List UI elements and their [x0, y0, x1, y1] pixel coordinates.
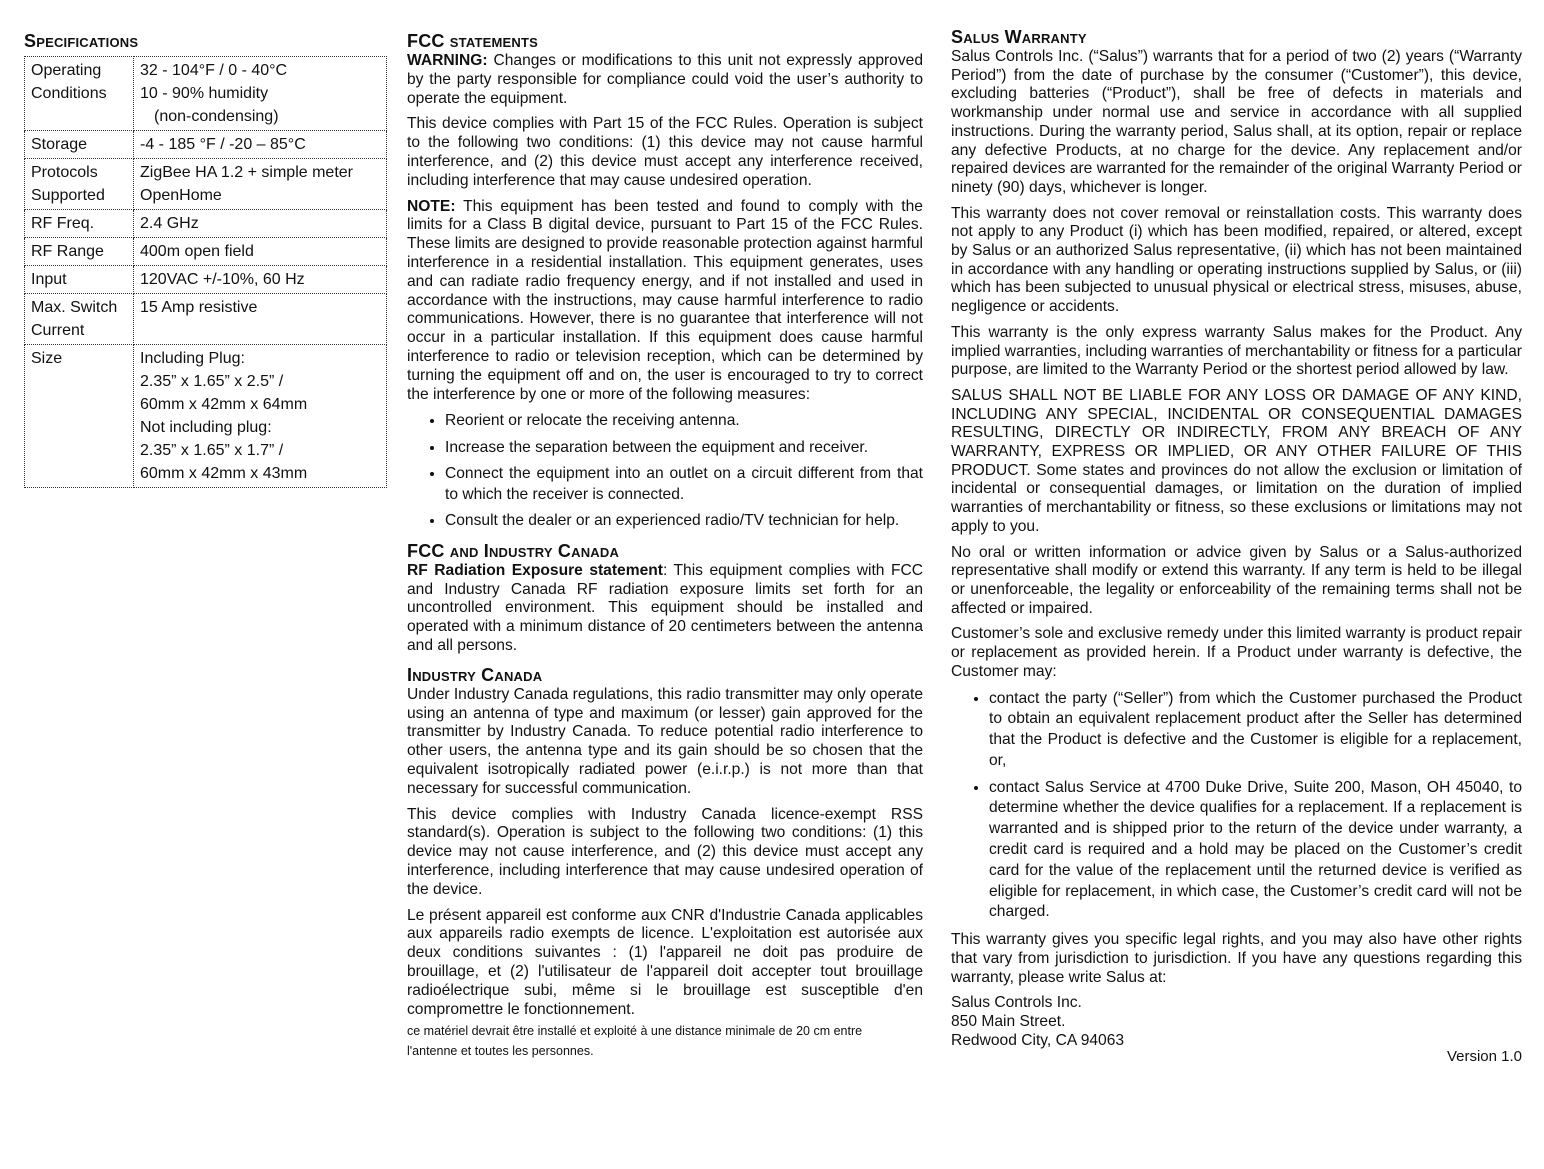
- spec-line: 10 - 90% humidity: [140, 85, 269, 102]
- spec-line: 2.4 GHz: [140, 215, 199, 232]
- fcc-title: FCC statements: [407, 31, 538, 51]
- spec-label: Input: [25, 266, 134, 294]
- spec-row-storage: [25, 131, 387, 159]
- rf-label: RF Radiation Exposure statement: [407, 561, 663, 579]
- fcc-measures-list: [407, 411, 923, 532]
- address-line: Salus Controls Inc.: [951, 994, 1082, 1012]
- warranty-p1: Salus Controls Inc. (“Salus”) warrants that for a period of two (2) years (“Warranty Period”) from the date of purchase by the consumer (“Customer”), this device, excluding batteries (“Product”), shall be free of defects in materials and workmanship under normal use and service in accordance with all supplied instructions. During the warranty period, Salus shall, at its option, repair or replace any defective Products, at no charge for the device. Any replacement and/or repaired devices are warranted for the remainder of the original Warranty Period or ninety (90) days, whichever is longer.: [951, 48, 1522, 196]
- spec-value: [134, 238, 387, 266]
- rf-exposure-statement: [407, 562, 923, 656]
- spec-line: Not including plug:: [140, 419, 272, 436]
- list-item: • contact the party (“Seller”) from which the Customer purchased the Product to obtain an equivalent replacement product after the Seller has determined that the Product is defective and the Customer is eligible for a replacement, or,: [989, 689, 1522, 772]
- spec-line: 2.35” x 1.65” x 2.5” /: [140, 373, 284, 390]
- ic-p2: This device complies with Industry Canada licence-exempt RSS standard(s). Operation is subject to the following two conditions: (1) this device may not cause interference, and (2) this device must accept any interference, including interference that may cause undesired operation of the device.: [407, 805, 923, 898]
- specifications-title: Specifications: [24, 31, 139, 51]
- spec-line: 2.35” x 1.65” x 1.7” /: [140, 442, 284, 459]
- warranty-p2: This warranty does not cover removal or reinstallation costs. This warranty does not apply to any Product (i) which has been modified, repaired, or altered, except by Salus or an authorized Salus representative, (ii) which has not been maintained in accordance with any handling or operating instructions supplied by Salus, or (iii) which has been subjected to unusual physical or electrical stress, misuses, abuse, negligence or accidents.: [951, 204, 1522, 316]
- spec-label: Storage: [25, 131, 134, 159]
- spec-line: 60mm x 42mm x 43mm: [140, 465, 308, 482]
- spec-line: ZigBee HA 1.2 + simple meter: [140, 164, 353, 181]
- spec-value: [134, 131, 387, 159]
- specifications-table: [24, 56, 387, 488]
- list-item: • Consult the dealer or an experienced radio/TV technician for help.: [445, 511, 923, 532]
- spec-label: Max. Switch Current: [25, 294, 134, 345]
- warranty-address: [951, 994, 1522, 1050]
- warranty-p3: This warranty is the only express warranty Salus makes for the Product. Any implied warranties, including warranties of merchantability or fitness for a particular purpose, are limited to the Warranty Period or the shortest period allowed by law.: [951, 323, 1522, 379]
- spec-row-operating: [25, 57, 387, 131]
- list-item: • Reorient or relocate the receiving antenna.: [445, 411, 923, 432]
- spec-value: [134, 210, 387, 238]
- spec-value: [134, 159, 387, 210]
- spec-value: [134, 345, 387, 488]
- warranty-title: Salus Warranty: [951, 27, 1087, 47]
- spec-row-max-current: [25, 294, 387, 345]
- warranty-p5: No oral or written information or advice given by Salus or a Salus-authorized representative shall modify or extend this warranty. If any term is held to be illegal or unenforceable, the legality or enforceability of the remaining terms shall not be affected or impaired.: [951, 543, 1522, 617]
- ic-title: Industry Canada: [407, 664, 543, 685]
- warning-label: WARNING:: [407, 52, 488, 69]
- spec-value: [134, 57, 387, 131]
- spec-line: 15 Amp resistive: [140, 299, 258, 316]
- ic-small-1: ce matériel devrait être installé et exploité à une distance minimale de 20 cm entre: [407, 1024, 863, 1039]
- list-item: • contact Salus Service at 4700 Duke Drive, Suite 200, Mason, OH 45040, to determine whether the device qualifies for a replacement. If a replacement is warranted and is shipped prior to the return of the device under warranty, a credit card is required and a hold may be placed on the Customer’s credit card for the value of the replacement until the returned device is verified as eligible for replacement, in which case, the Customer’s credit card will not be charged.: [989, 778, 1522, 924]
- fcc-note: [407, 198, 923, 405]
- spec-label: RF Range: [25, 238, 134, 266]
- spec-row-input: [25, 266, 387, 294]
- warranty-remedies-list: [951, 689, 1522, 924]
- spec-line: 32 - 104°F / 0 - 40°C: [140, 62, 288, 79]
- spec-line: (non-condensing): [154, 108, 279, 125]
- spec-row-protocols: [25, 159, 387, 210]
- list-item: • Increase the separation between the equipment and receiver.: [445, 438, 923, 459]
- ic-small-2: l'antenne et toutes les personnes.: [407, 1044, 594, 1059]
- specifications-section: [24, 30, 387, 488]
- note-text: This equipment has been tested and found to comply with the limits for a Class B digital device, pursuant to Part 15 of the FCC Rules. These limits are designed to provide reasonable protection against harmful interference in a residential installation. This equipment generates, uses and can radiate radio frequency energy, and if not installed and used in accordance with the instructions, may cause harmful interference to radio communications. However, there is no guarantee that interference will not occur in a particular installation. If this equipment does cause harmful interference to radio or television reception, which can be determined by turning the equipment off and on, the user is encouraged to try to correct the interference by one or more of the following measures:: [407, 197, 923, 403]
- address-line: Redwood City, CA 94063: [951, 1031, 1125, 1049]
- spec-label: Size: [25, 345, 134, 488]
- list-item: • Connect the equipment into an outlet on a circuit different from that to which the receiver is connected.: [445, 464, 923, 505]
- fcc-ic-title: FCC and Industry Canada: [407, 540, 620, 561]
- spec-line: -4 - 185 °F / -20 – 85°C: [140, 136, 306, 153]
- spec-row-rf-freq: [25, 210, 387, 238]
- warranty-column: [951, 26, 1522, 1065]
- spec-line: OpenHome: [140, 187, 222, 204]
- warranty-p6: Customer’s sole and exclusive remedy under this limited warranty is product repair or replacement as provided herein. If a Product under warranty is defective, the Customer may:: [951, 625, 1522, 680]
- ic-p1: Under Industry Canada regulations, this radio transmitter may only operate using an antenna of type and maximum (or lesser) gain approved for the transmitter by Industry Canada. To reduce potential radio interference to other users, the antenna type and its gain should be so chosen that the equivalent isotropically radiated power (e.i.r.p.) is not more than that necessary for successful communication.: [407, 685, 923, 797]
- spec-label: Operating Conditions: [25, 57, 134, 131]
- fcc-warning: [407, 52, 923, 108]
- spec-value: [134, 294, 387, 345]
- spec-line: Including Plug:: [140, 350, 245, 367]
- spec-value: [134, 266, 387, 294]
- spec-label: RF Freq.: [25, 210, 134, 238]
- spec-line: 120VAC +/-10%, 60 Hz: [140, 271, 305, 288]
- fcc-column: [407, 30, 923, 1061]
- warning-text: Changes or modifications to this unit not expressly approved by the party responsible for compliance could void the user’s authority to operate the equipment.: [407, 52, 923, 107]
- spec-label: Protocols Supported: [25, 159, 134, 210]
- spec-row-size: [25, 345, 387, 488]
- warranty-p7: This warranty gives you specific legal rights, and you may also have other rights that vary from jurisdiction to jurisdiction. If you have any questions regarding this warranty, please write Salus at:: [951, 931, 1522, 986]
- spec-row-rf-range: [25, 238, 387, 266]
- fcc-p1: This device complies with Part 15 of the FCC Rules. Operation is subject to the following two conditions: (1) this device may not cause harmful interference, and (2) this device must accept any interference received, including interference that may cause undesired operation.: [407, 115, 923, 189]
- address-line: 850 Main Street.: [951, 1013, 1066, 1031]
- spec-line: 400m open field: [140, 243, 254, 260]
- warranty-p4: SALUS SHALL NOT BE LIABLE FOR ANY LOSS OR DAMAGE OF ANY KIND, INCLUDING ANY SPECIAL, INCIDENTAL OR CONSEQUENTIAL DAMAGES RESULTING, DIRECTLY OR INDIRECTLY, FROM ANY BREACH OF ANY WARRANTY, EXPRESS OR IMPLIED, OR ANY OTHER FAILURE OF THIS PRODUCT. Some states and provinces do not allow the exclusion or limitation of incidental or consequential damages, or limitation on the duration of implied warranties of merchantability or fitness, so these exclusions or limitations may not apply to you.: [951, 386, 1522, 535]
- version-label: Version 1.0: [1446, 1048, 1522, 1066]
- note-label: NOTE:: [407, 197, 456, 215]
- spec-line: 60mm x 42mm x 64mm: [140, 396, 308, 413]
- rf-text: : This equipment complies with FCC and Industry Canada RF radiation exposure limits set forth for an uncontrolled environment. This equipment should be installed and operated with a minimum distance of 20 centimeters between the antenna and all persons.: [407, 561, 923, 655]
- ic-p3: Le présent appareil est conforme aux CNR d'Industrie Canada applicables aux appareils radio exempts de licence. L'exploitation est autorisée aux deux conditions suivantes : (1) l'appareil ne doit pas produire de brouillage, et (2) l'utilisateur de l'appareil doit accepter tout brouillage radioélectrique subi, même si le brouillage est susceptible d'en compromettre le fonctionnement.: [407, 906, 923, 1018]
